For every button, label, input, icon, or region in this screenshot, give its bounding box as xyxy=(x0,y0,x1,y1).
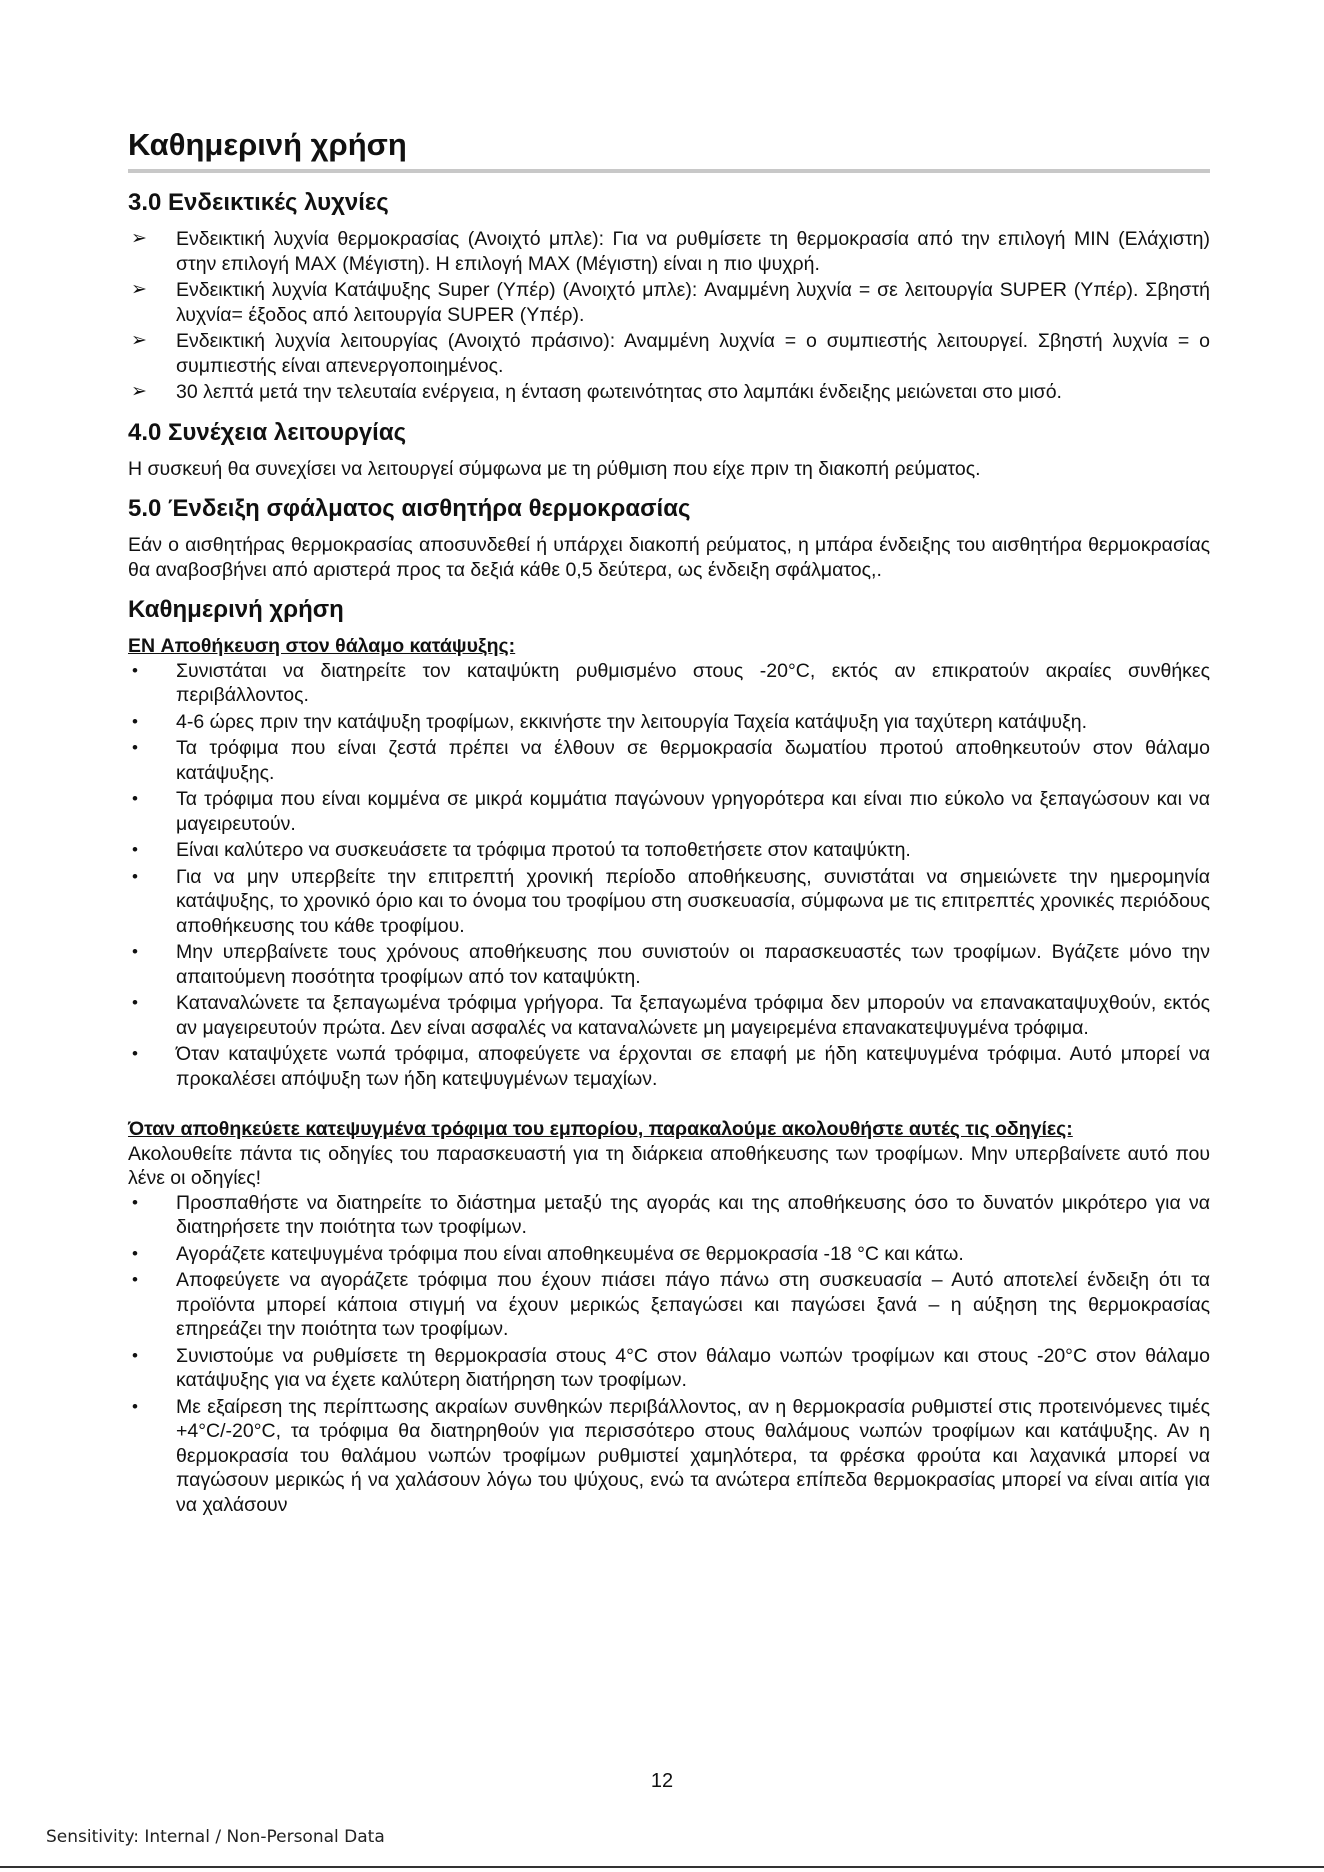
list-item: ➢ 30 λεπτά μετά την τελευταία ενέργεια, η ένταση φωτεινότητας στο λαμπάκι ένδειξης μειώνεται στο μισό. xyxy=(131,381,1062,403)
freezer-storage-heading: EN Αποθήκευση στον θάλαμο κατάψυξης: xyxy=(128,635,516,657)
bullet-icon: • xyxy=(132,1243,138,1263)
list-item: • Αποφεύγετε να αγοράζετε τρόφιμα που έχουν πιάσει πάγο πάνω στη συσκευασία – Αυτό αποτελεί ένδειξη ότι τα προϊόντα μπορεί κάποια στιγμή να έχουν μερικώς ξεπαγώσει και παγώσει ξανά – η αύξηση της θερμοκρασίας επηρεάζει την ποιότητα των τροφίμων. xyxy=(132,1269,1210,1340)
bullet-icon: • xyxy=(132,711,138,731)
bullet-icon: • xyxy=(132,738,138,757)
list-item: • Τα τρόφιμα που είναι κομμένα σε μικρά κομμάτια παγώνουν γρηγορότερα και είναι πιο εύκολο να ξεπαγώσουν και να μαγειρευτούν. xyxy=(132,788,1210,835)
page-number: 12 xyxy=(650,1770,674,1792)
indicator-lamps-list xyxy=(128,227,1210,405)
section-5-heading: 5.0 Ένδειξη σφάλματος αισθητήρα θερμοκρασίας xyxy=(128,495,691,522)
document-page xyxy=(128,124,1210,1519)
list-item: • Είναι καλύτερο να συσκευάσετε τα τρόφιμα προτού τα τοποθετήσετε στον καταψύκτη. xyxy=(132,839,911,861)
list-item: • Όταν καταψύχετε νωπά τρόφιμα, αποφεύγετε να έρχονται σε επαφή με ήδη κατεψυγμένα τρόφιμα. Αυτό μπορεί να προκαλέσει απόψυξη των ήδη κατεψυγμένων τεμαχίων. xyxy=(132,1043,1210,1090)
bullet-icon: • xyxy=(132,993,138,1012)
list-item: ➢ Ενδεικτική λυχνία θερμοκρασίας (Ανοιχτό μπλε): Για να ρυθμίσετε τη θερμοκρασία από την επιλογή MIN (Ελάχιστη) στην επιλογή MAX (Μέγιστη). Η επιλογή MAX (Μέγιστη) είναι η πιο ψυχρή. xyxy=(131,228,1210,275)
section-3-heading: 3.0 Ενδεικτικές λυχνίες xyxy=(128,189,389,216)
bullet-icon: • xyxy=(132,840,138,859)
bullet-icon: • xyxy=(132,1345,138,1365)
arrow-bullet-icon: ➢ xyxy=(131,279,147,300)
bullet-icon: • xyxy=(132,1044,138,1063)
bullet-icon: • xyxy=(132,789,138,808)
list-item: • Αγοράζετε κατεψυγμένα τρόφιμα που είναι αποθηκευμένα σε θερμοκρασία -18 °C και κάτω. xyxy=(132,1242,964,1265)
bullet-icon: • xyxy=(132,1270,138,1289)
freezer-storage-list xyxy=(128,659,1210,1092)
bullet-icon: • xyxy=(132,866,138,886)
section-4-heading: 4.0 Συνέχεια λειτουργίας xyxy=(128,418,407,446)
list-item: • Προσπαθήστε να διατηρείτε το διάστημα μεταξύ της αγοράς και της αποθήκευσης όσο το δυνατόν μικρότερο για να διατηρήσετε την ποιότητα των τροφίμων. xyxy=(132,1191,1210,1238)
list-item: • 4-6 ώρες πριν την κατάψυξη τροφίμων, εκκινήστε την λειτουργία Ταχεία κατάψυξη για ταχύτερη κατάψυξη. xyxy=(132,710,1088,733)
arrow-bullet-icon: ➢ xyxy=(131,381,147,402)
frozen-food-heading: Όταν αποθηκεύετε κατεψυγμένα τρόφιμα του εμπορίου, παρακαλούμε ακολουθήστε αυτές τις οδηγίες: xyxy=(128,1118,1073,1140)
footer-divider xyxy=(0,1866,1324,1868)
section-5-text: Εάν ο αισθητήρας θερμοκρασίας αποσυνδεθεί ή υπάρχει διακοπή ρεύματος, η μπάρα ένδειξης του αισθητήρα θερμοκρασίας θα αναβοσβήνει από αριστερά προς τα δεξιά κάθε 0,5 δεύτερα, ως ένδειξη σφάλματος,. xyxy=(128,534,1210,581)
list-item: • Συνιστούμε να ρυθμίσετε τη θερμοκρασία στους 4°C στον θάλαμο νωπών τροφίμων και στους -20°C στον θάλαμο κατάψυξης για να έχετε καλύτερη διατήρηση των τροφίμων. xyxy=(132,1344,1210,1391)
daily-use-heading: Καθημερινή χρήση xyxy=(128,596,344,623)
bullet-icon: • xyxy=(132,942,138,961)
list-item: ➢ Ενδεικτική λυχνία λειτουργίας (Ανοιχτό πράσινο): Αναμμένη λυχνία = ο συμπιεστής λειτουργεί. Σβηστή λυχνία = ο συμπιεστής είναι απενεργοποιημένος. xyxy=(131,330,1210,377)
list-item: • Καταναλώνετε τα ξεπαγωμένα τρόφιμα γρήγορα. Τα ξεπαγωμένα τρόφιμα δεν μπορούν να επανακαταψυχθούν, εκτός αν μαγειρευτούν πρώτα. Δεν είναι ασφαλές να καταναλώνετε μη μαγειρεμένα επανακατεψυγμένα τρόφιμα. xyxy=(132,992,1210,1039)
bullet-icon: • xyxy=(132,1192,138,1212)
frozen-food-list xyxy=(128,1191,1210,1518)
list-item: • Για να μην υπερβείτε την επιτρεπτή χρονική περίοδο αποθήκευσης, συνιστάται να σημειώνετε την ημερομηνία κατάψυξης, το χρονικό όριο και το όνομα του τροφίμου στη συσκευασία, σύμφωνα με τις επιτρεπτές χρονικές περιόδους αποθήκευσης του κάθε τροφίμου. xyxy=(132,865,1210,937)
list-item: • Τα τρόφιμα που είναι ζεστά πρέπει να έλθουν σε θερμοκρασία δωματίου προτού αποθηκευτούν στον θάλαμο κατάψυξης. xyxy=(132,737,1210,784)
list-item: • Μην υπερβαίνετε τους χρόνους αποθήκευσης που συνιστούν οι παρασκευαστές των τροφίμων. Βγάζετε μόνο την απαιτούμενη ποσότητα τροφίμων από τον καταψύκτη. xyxy=(132,941,1210,988)
list-item: • Συνιστάται να διατηρείτε τον καταψύκτη ρυθμισμένο στους -20°C, εκτός αν επικρατούν ακραίες συνθήκες περιβάλλοντος. xyxy=(132,659,1210,706)
arrow-bullet-icon: ➢ xyxy=(131,330,147,351)
list-item: • Με εξαίρεση της περίπτωσης ακραίων συνθηκών περιβάλλοντος, αν η θερμοκρασία ρυθμιστεί στις προτεινόμενες τιμές +4°C/-20°C, τα τρόφιμα θα διατηρηθούν για περισσότερο στους θαλάμους νωπών τροφίμων και κατάψυξης. Αν η θερμοκρασία του θαλάμου νωπών τροφίμων ρυθμιστεί χαμηλότερα, τα φρέσκα φρούτα και λαχανικά μπορεί να παγώσουν μερικώς ή να χαλάσουν λόγω του ψύχους, ενώ τα ανώτερα επίπεδα θερμοκρασίας μπορεί να είναι αιτία για να χαλάσουν xyxy=(132,1395,1210,1516)
list-item: ➢ Ενδεικτική λυχνία Κατάψυξης Super (Υπέρ) (Ανοιχτό μπλε): Αναμμένη λυχνία = σε λειτουργία SUPER (Υπέρ). Σβηστή λυχνία= έξοδος από λειτουργία SUPER (Υπέρ). xyxy=(131,279,1210,326)
sensitivity-label: Sensitivity: Internal / Non-Personal Data xyxy=(46,1827,385,1847)
page-title: Καθημερινή χρήση xyxy=(128,124,1210,173)
bullet-icon: • xyxy=(132,1396,138,1416)
frozen-food-intro: Ακολουθείτε πάντα τις οδηγίες του παρασκευαστή για τη διάρκεια αποθήκευσης των τροφίμων. Μην υπερβαίνετε αυτό που λένε οι οδηγίες! xyxy=(128,1142,1210,1189)
bullet-icon: • xyxy=(132,660,138,680)
section-4-text: Η συσκευή θα συνεχίσει να λειτουργεί σύμφωνα με τη ρύθμιση που είχε πριν τη διακοπή ρεύματος. xyxy=(128,457,981,480)
arrow-bullet-icon: ➢ xyxy=(131,228,147,249)
